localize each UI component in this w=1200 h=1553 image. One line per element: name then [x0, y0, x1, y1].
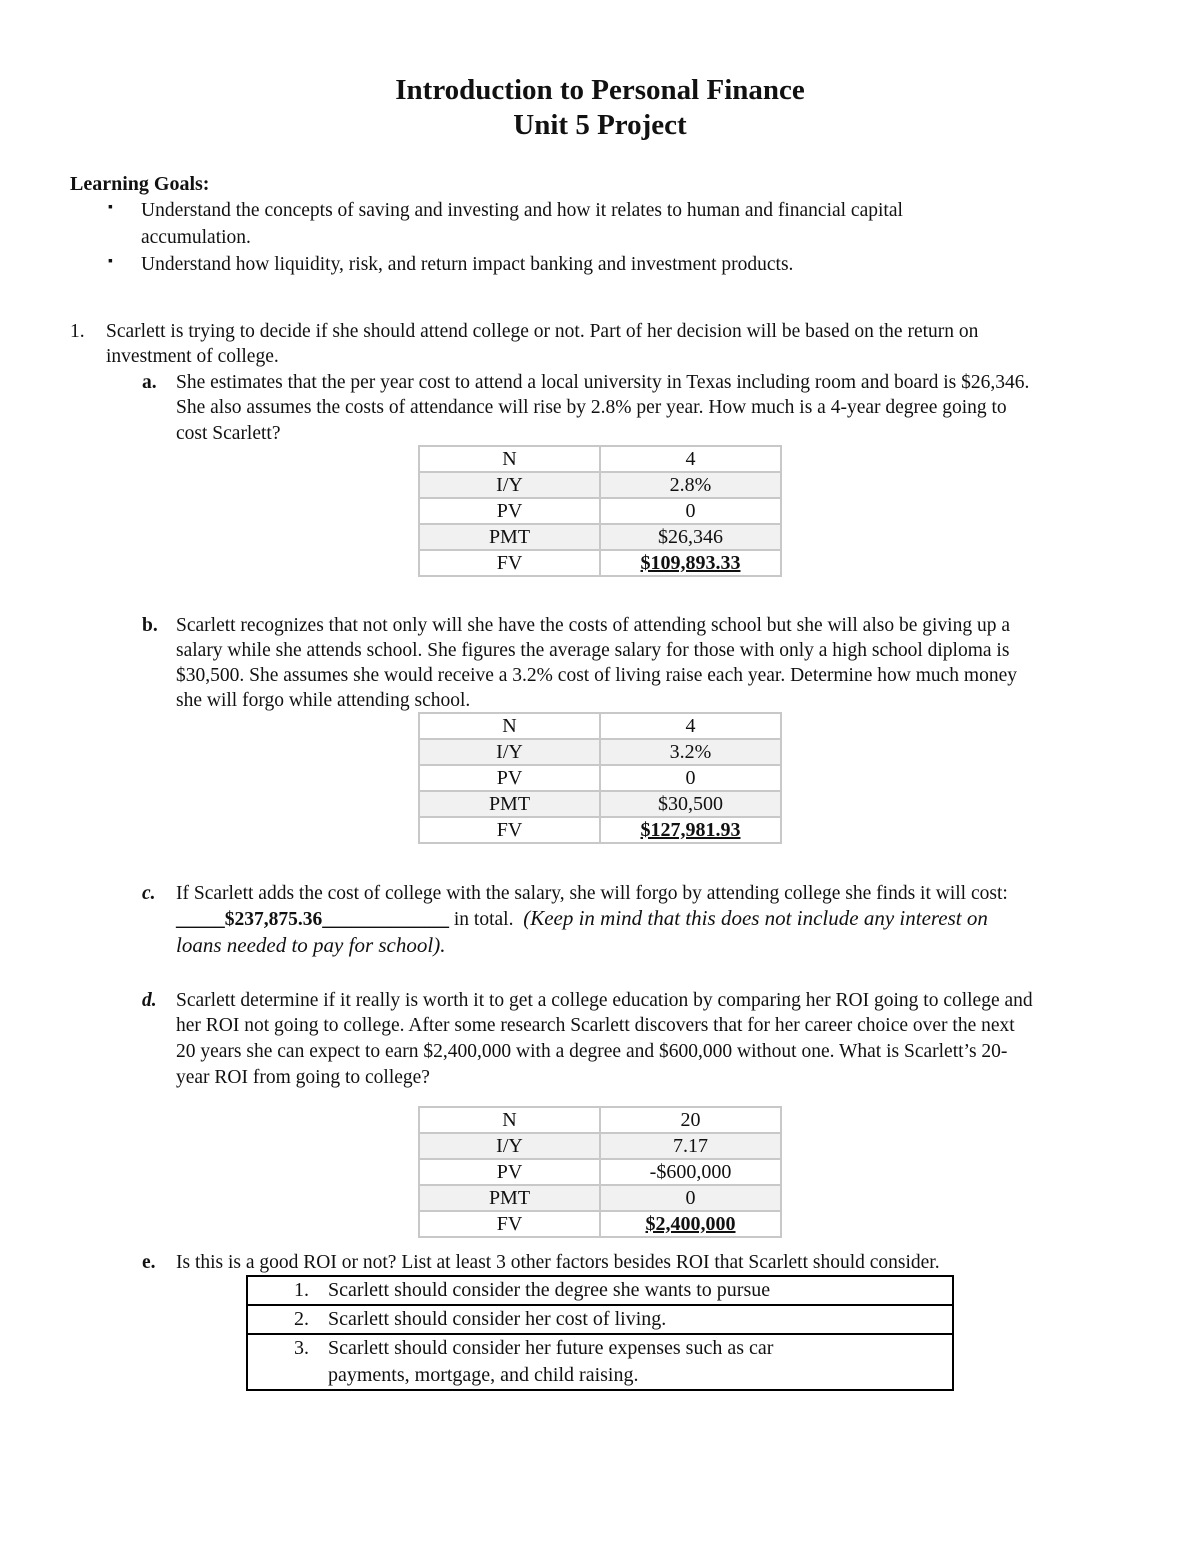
bullet-icon: ▪: [108, 254, 113, 269]
tvm-value: $26,346: [600, 524, 781, 550]
tvm-key: PV: [419, 765, 600, 791]
table-row: [419, 524, 781, 550]
tvm-answer: $2,400,000: [600, 1211, 781, 1237]
learning-goals-heading: Learning Goals:: [70, 173, 210, 195]
tvm-table-d: [418, 1106, 782, 1238]
learning-goal-1: Understand the concepts of saving and investing and how it relates to human and financial capital: [141, 200, 903, 221]
tvm-key: PMT: [419, 1185, 600, 1211]
learning-goal-1-cont: accumulation.: [141, 227, 251, 248]
tvm-key: FV: [419, 817, 600, 843]
question-number: 1.: [70, 321, 85, 342]
tvm-value: 0: [600, 498, 781, 524]
part-d-text: her ROI not going to college. After some research Scarlett discovers that for her career choice over the next: [176, 1015, 1015, 1036]
table-row: [247, 1305, 953, 1334]
tvm-value: 4: [600, 446, 781, 472]
table-row: [419, 550, 781, 576]
factor-item: [247, 1334, 953, 1390]
tvm-key: N: [419, 446, 600, 472]
tvm-key: PV: [419, 1159, 600, 1185]
table-row: [247, 1276, 953, 1305]
factor-text: Scarlett should consider her future expenses such as car payments, mortgage, and child raising.: [328, 1337, 774, 1386]
tvm-value: 0: [600, 1185, 781, 1211]
part-b-text: salary while she attends school. She figures the average salary for those with only a high school diploma is: [176, 640, 1010, 661]
tvm-key: N: [419, 1107, 600, 1133]
tvm-value: -$600,000: [600, 1159, 781, 1185]
tvm-key: PV: [419, 498, 600, 524]
tvm-table-a: [418, 445, 782, 577]
part-d-text: Scarlett determine if it really is worth it to get a college education by comparing her ROI going to college and: [176, 990, 1033, 1011]
part-a-label: a.: [142, 372, 157, 393]
table-row: [419, 791, 781, 817]
tvm-answer: $127,981.93: [600, 817, 781, 843]
table-row: [419, 1211, 781, 1237]
part-c-answer: _____$237,875.36_____________: [176, 909, 449, 930]
part-b-text: $30,500. She assumes she would receive a 3.2% cost of living raise each year. Determine how much money: [176, 665, 1017, 686]
factor-text: Scarlett should consider the degree she wants to pursue: [328, 1279, 771, 1301]
factors-table: [246, 1275, 954, 1391]
tvm-value: 2.8%: [600, 472, 781, 498]
table-row: [419, 1159, 781, 1185]
part-c-note-cont: loans needed to pay for school).: [176, 933, 446, 957]
tvm-key: I/Y: [419, 472, 600, 498]
learning-goal-2: Understand how liquidity, risk, and return impact banking and investment products.: [141, 254, 794, 275]
factor-item: [247, 1305, 953, 1334]
tvm-value: 3.2%: [600, 739, 781, 765]
tvm-key: I/Y: [419, 1133, 600, 1159]
part-b-label: b.: [142, 615, 158, 636]
table-row: [247, 1334, 953, 1390]
page-title: Introduction to Personal Finance: [395, 74, 805, 106]
part-e-label: e.: [142, 1252, 156, 1273]
part-b-text: Scarlett recognizes that not only will she have the costs of attending school but she will also be giving up a: [176, 615, 1010, 636]
tvm-table-b: [418, 712, 782, 844]
question-text-cont: investment of college.: [106, 346, 279, 367]
part-a-text: She also assumes the costs of attendance will rise by 2.8% per year. How much is a 4-year degree going to: [176, 397, 1007, 418]
tvm-key: FV: [419, 550, 600, 576]
part-e-text: Is this is a good ROI or not? List at least 3 other factors besides ROI that Scarlett should consider.: [176, 1252, 940, 1273]
table-row: [419, 472, 781, 498]
factor-item: [247, 1276, 953, 1305]
tvm-key: PMT: [419, 791, 600, 817]
part-c-label: c.: [142, 883, 156, 904]
table-row: [419, 1107, 781, 1133]
tvm-key: PMT: [419, 524, 600, 550]
factor-number: 2.: [294, 1308, 309, 1330]
table-row: [419, 713, 781, 739]
part-c-text: If Scarlett adds the cost of college with the salary, she will forgo by attending college she finds it will cost:: [176, 883, 1008, 904]
part-c-answer-line: [176, 906, 988, 933]
part-a-text: cost Scarlett?: [176, 423, 281, 444]
table-row: [419, 817, 781, 843]
table-row: [419, 446, 781, 472]
tvm-key: I/Y: [419, 739, 600, 765]
part-b-text: she will forgo while attending school.: [176, 690, 471, 711]
part-d-text: 20 years she can expect to earn $2,400,000 with a degree and $600,000 without one. What is Scarlett’s 20-: [176, 1041, 1008, 1062]
question-text: Scarlett is trying to decide if she should attend college or not. Part of her decision will be based on the return on: [106, 321, 979, 342]
tvm-value: 7.17: [600, 1133, 781, 1159]
part-d-label: d.: [142, 990, 157, 1011]
part-c-note: (Keep in mind that this does not include any interest on: [523, 906, 988, 930]
tvm-value: $30,500: [600, 791, 781, 817]
tvm-key: FV: [419, 1211, 600, 1237]
part-c-in-total: in total.: [453, 909, 514, 930]
part-d-text: year ROI from going to college?: [176, 1067, 430, 1088]
table-row: [419, 1185, 781, 1211]
tvm-value: 20: [600, 1107, 781, 1133]
factor-number: 3.: [294, 1337, 309, 1359]
table-row: [419, 498, 781, 524]
tvm-value: 4: [600, 713, 781, 739]
table-row: [419, 1133, 781, 1159]
table-row: [419, 739, 781, 765]
table-row: [419, 765, 781, 791]
part-a-text: She estimates that the per year cost to attend a local university in Texas including room and board is $26,346.: [176, 372, 1030, 393]
factor-text: Scarlett should consider her cost of living.: [328, 1308, 667, 1330]
page-subtitle: Unit 5 Project: [513, 109, 687, 141]
tvm-answer: $109,893.33: [600, 550, 781, 576]
tvm-key: N: [419, 713, 600, 739]
bullet-icon: ▪: [108, 200, 113, 215]
tvm-value: 0: [600, 765, 781, 791]
factor-number: 1.: [294, 1279, 309, 1301]
